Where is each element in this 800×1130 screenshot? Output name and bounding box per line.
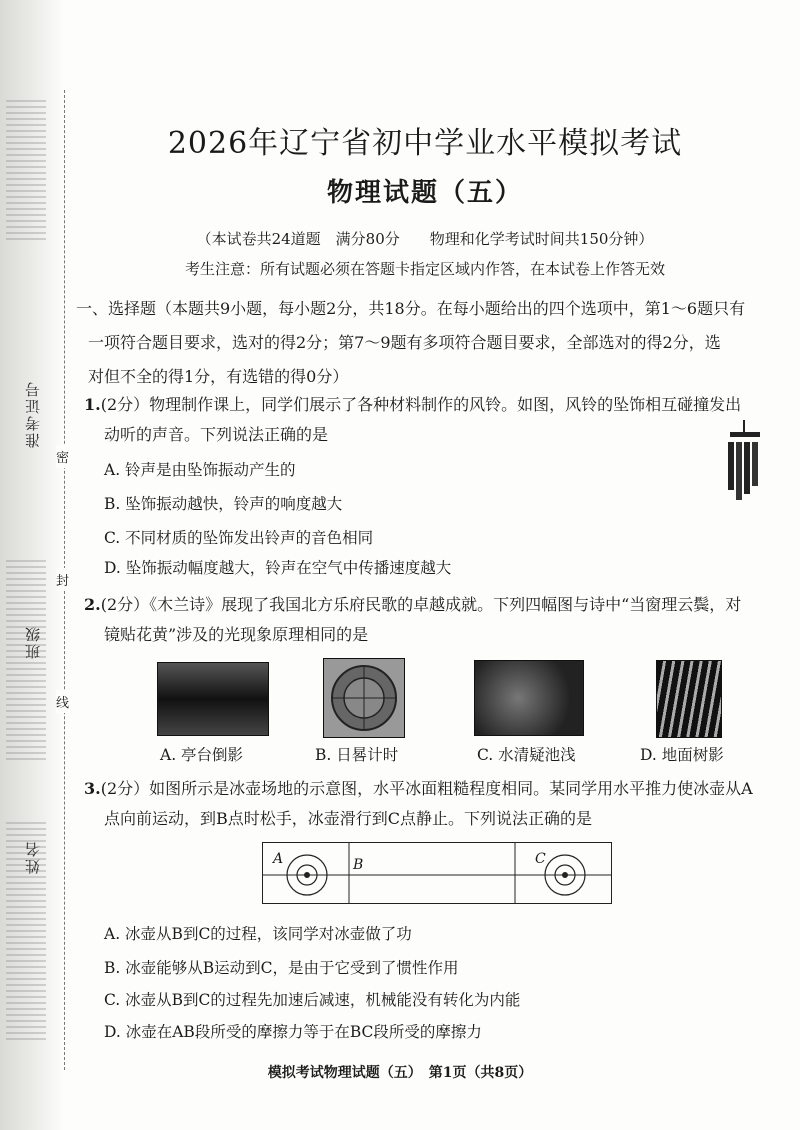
q3-option-a: A. 冰壶从B到C的过程，该同学对冰壶做了功 xyxy=(104,925,412,943)
q1-option-d: D. 坠饰振动幅度越大，铃声在空气中传播速度越大 xyxy=(104,559,452,577)
q3-option-d: D. 冰壶在AB段所受的摩擦力等于在BC段所受的摩擦力 xyxy=(104,1023,482,1041)
exam-title: 2026年辽宁省初中学业水平模拟考试 xyxy=(167,126,683,161)
q1-option-b: B. 坠饰振动越快，铃声的响度越大 xyxy=(104,495,343,513)
question-text-line-2: 镜贴花黄”涉及的光现象原理相同的是 xyxy=(104,625,369,644)
section-line-1: 一、选择题（本题共9小题，每小题2分，共18分。在每小题给出的四个选项中，第1～6题只有 xyxy=(76,299,746,318)
question-2 xyxy=(84,590,780,650)
wind-chime-image xyxy=(722,420,762,500)
question-number: 3. xyxy=(84,779,101,798)
margin-scan-noise xyxy=(6,100,46,240)
section-line-3: 对但不全的得1分，有选错的得0分） xyxy=(88,367,349,386)
exam-info: （本试卷共24道题 满分80分 物理和化学考试时间共150分钟） xyxy=(196,230,654,248)
question-text-line-1: (2分）如图所示是冰壶场地的示意图，水平冰面粗糙程度相同。某同学用水平推力使冰壶从A xyxy=(100,779,753,798)
q2-caption-c: C. 水清疑池浅 xyxy=(477,746,576,764)
clear-pond-image xyxy=(474,660,584,736)
exam-number-label: 准考证号 xyxy=(24,380,42,448)
question-1 xyxy=(84,390,780,450)
name-label: 姓名 xyxy=(24,840,42,874)
margin-scan-noise xyxy=(6,560,46,760)
point-c-label: C xyxy=(535,851,546,867)
tree-shadow-image xyxy=(656,660,722,738)
seal-char-feng: 封 xyxy=(56,568,69,591)
question-number: 1. xyxy=(84,395,101,414)
q1-option-c: C. 不同材质的坠饰发出铃声的音色相同 xyxy=(104,529,374,547)
question-text-line-2: 动听的声音。下列说法正确的是 xyxy=(104,425,329,444)
section-line-2: 一项符合题目要求，选对的得2分；第7～9题有多项符合题目要求，全部选对的得2分，选 xyxy=(88,333,721,352)
curling-rink-diagram xyxy=(262,842,612,904)
question-text-line-2: 点向前运动，到B点时松手，冰壶滑行到C点静止。下列说法正确的是 xyxy=(104,809,593,828)
class-label: 班级 xyxy=(24,625,42,659)
q3-option-b: B. 冰壶能够从B运动到C，是由于它受到了惯性作用 xyxy=(104,959,459,977)
section-instructions xyxy=(76,292,778,394)
point-b-label: B xyxy=(353,857,364,873)
point-a-label: A xyxy=(273,851,284,867)
seal-char-xian: 线 xyxy=(56,690,69,713)
exam-notice: 考生注意：所有试题必须在答题卡指定区域内作答，在本试卷上作答无效 xyxy=(184,260,665,278)
pavilion-reflection-image xyxy=(157,662,269,736)
q2-caption-b: B. 日晷计时 xyxy=(315,746,399,764)
q2-caption-d: D. 地面树影 xyxy=(640,746,724,764)
page-footer: 模拟考试物理试题（五） 第1页（共8页） xyxy=(267,1065,533,1081)
question-text-line-1: (2分）《木兰诗》展现了我国北方乐府民歌的卓越成就。下列四幅图与诗中“当窗理云鬓，对 xyxy=(100,595,742,614)
question-3 xyxy=(84,774,780,834)
question-text-line-1: (2分）物理制作课上，同学们展示了各种材料制作的风铃。如图，风铃的坠饰相互碰撞发出 xyxy=(100,395,742,414)
seal-char-mi: 密 xyxy=(56,445,69,468)
exam-subtitle: 物理试题（五） xyxy=(326,178,523,208)
binding-margin xyxy=(0,0,64,1130)
question-number: 2. xyxy=(84,595,101,614)
q2-caption-a: A. 亭台倒影 xyxy=(160,746,244,764)
sundial-image xyxy=(323,658,405,738)
q3-option-c: C. 冰壶从B到C的过程先加速后减速，机械能没有转化为内能 xyxy=(104,991,521,1009)
q1-option-a: A. 铃声是由坠饰振动产生的 xyxy=(104,461,296,479)
